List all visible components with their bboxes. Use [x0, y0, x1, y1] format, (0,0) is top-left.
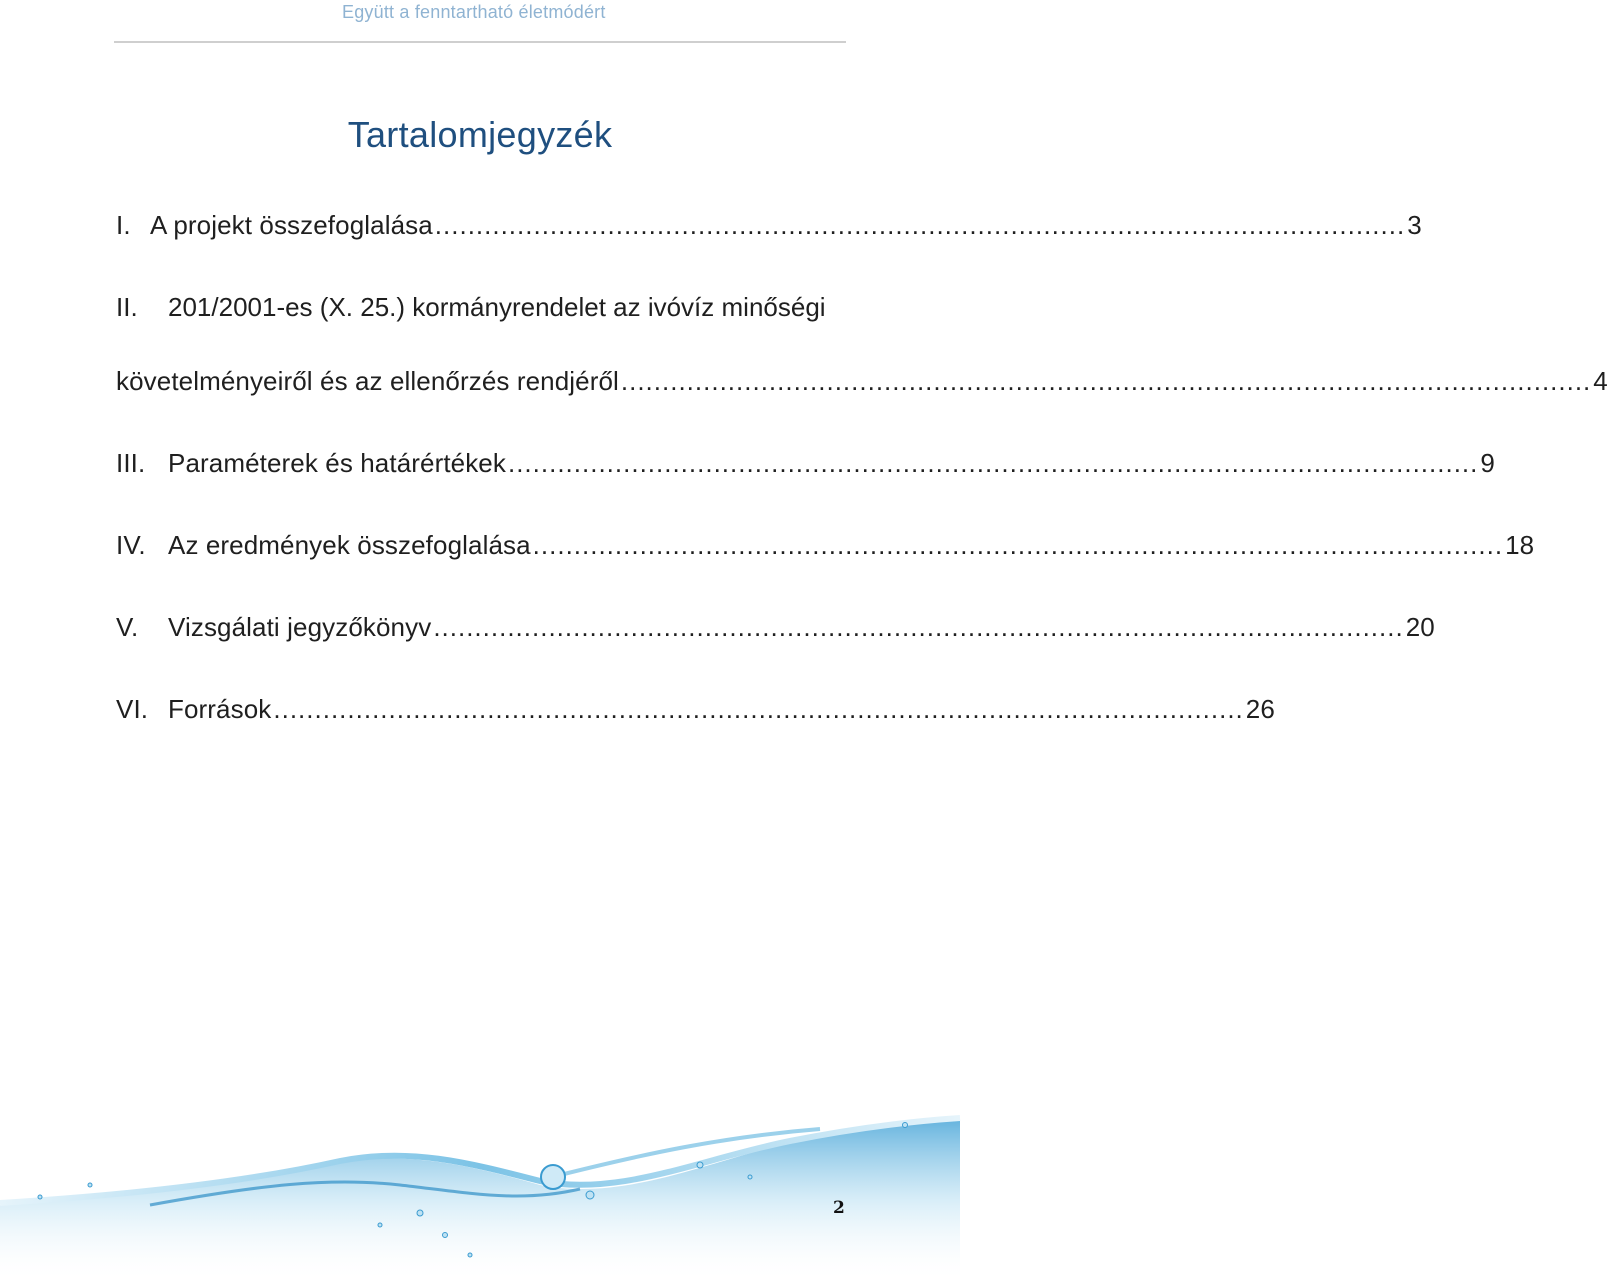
toc-entry-label: követelményeiről és az ellenőrzés rendjéről — [116, 366, 619, 396]
toc-leader-dots: ...................................................................................................................... — [433, 612, 1404, 642]
toc-entry-page: 3 — [1407, 210, 1422, 240]
toc-entry-3[interactable] — [116, 448, 1495, 488]
toc-entry-label: Források — [168, 694, 272, 724]
toc-entry-5[interactable] — [116, 612, 1435, 652]
toc-entry-2[interactable] — [116, 366, 1608, 406]
toc-entry-page: 26 — [1245, 694, 1275, 724]
toc-entry-page: 9 — [1480, 448, 1495, 478]
toc-leader-dots: ...................................................................................................................... — [620, 366, 1592, 396]
toc-entry-label: Az eredmények összefoglalása — [168, 530, 531, 560]
toc-entry-label: A projekt összefoglalása — [150, 210, 433, 240]
page-number: 2 — [833, 1198, 845, 1218]
toc-entry-number: III. — [116, 448, 146, 478]
toc-entry-2-line1[interactable] — [116, 292, 846, 332]
toc-leader-dots: ...................................................................................................................... — [507, 448, 1479, 478]
toc-entry-number: V. — [116, 612, 139, 642]
toc-entry-page: 18 — [1505, 530, 1535, 560]
toc-entry-number: IV. — [116, 530, 146, 560]
toc-entry-number: I. — [116, 210, 131, 240]
page-title: Tartalomjegyzék — [347, 114, 613, 156]
toc-entry-6[interactable] — [116, 694, 1275, 734]
toc-entry-label: Vizsgálati jegyzőkönyv — [168, 612, 432, 642]
header-divider — [114, 41, 846, 43]
toc-leader-dots: ...................................................................................................................... — [532, 530, 1504, 560]
toc-entry-number: VI. — [116, 694, 149, 724]
toc-entry-page: 20 — [1405, 612, 1435, 642]
toc-entry-1[interactable] — [116, 210, 1422, 250]
toc-entry-4[interactable] — [116, 530, 1535, 570]
toc-entry-number: II. — [116, 292, 138, 322]
toc-entry-label-line1: 201/2001-es (X. 25.) kormányrendelet az ivóvíz minőségi — [168, 292, 826, 322]
header-text: Együtt a fenntartható életmódért — [342, 2, 606, 22]
water-splash-illustration — [0, 1085, 960, 1283]
toc-entry-label: Paraméterek és határértékek — [168, 448, 506, 478]
toc-leader-dots: ...................................................................................................................... — [434, 210, 1406, 240]
toc-entry-page: 4 — [1593, 366, 1608, 396]
toc-leader-dots: ...................................................................................................................... — [273, 694, 1244, 724]
